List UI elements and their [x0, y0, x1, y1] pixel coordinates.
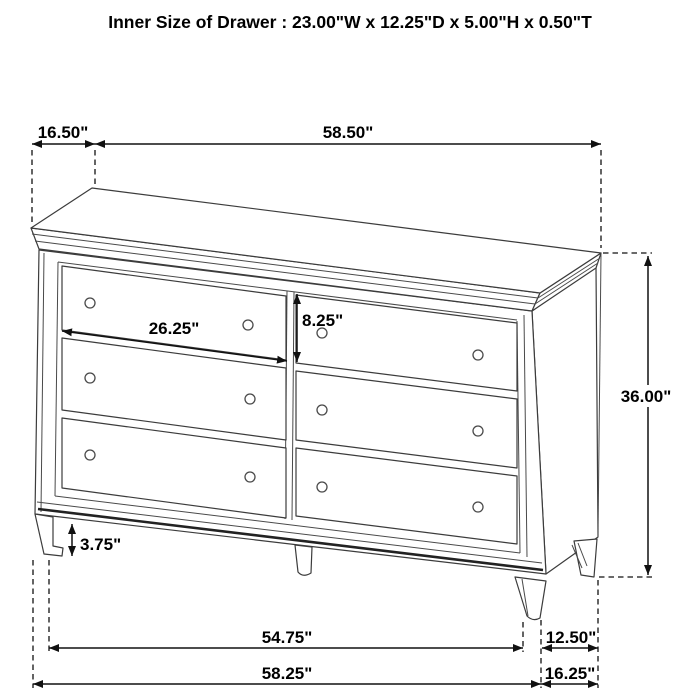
dim-base-depth — [541, 664, 598, 684]
dim-label-overall-height: 36.00" — [620, 387, 672, 406]
dim-label-top-width: 58.50" — [322, 123, 374, 142]
dim-label-base-width: 58.25" — [261, 664, 313, 683]
knob-icon — [473, 426, 483, 436]
dim-label-drawer-width: 26.25" — [148, 319, 200, 338]
page-title: Inner Size of Drawer : 23.00"W x 12.25"D x 5.00"H x 0.50"T — [108, 12, 592, 32]
center-leg — [295, 545, 312, 575]
knob-icon — [245, 472, 255, 482]
knob-icon — [243, 320, 253, 330]
knob-icon — [317, 405, 327, 415]
dim-leg-span-depth — [542, 628, 598, 648]
dim-label-leg-span-depth: 12.50" — [545, 628, 597, 647]
knob-icon — [85, 450, 95, 460]
dim-label-drawer-height: 8.25" — [302, 311, 344, 330]
dim-label-top-depth: 16.50" — [37, 123, 89, 142]
dim-top-depth — [32, 123, 95, 144]
knob-icon — [473, 350, 483, 360]
dim-label-leg-height: 3.75" — [80, 535, 122, 554]
knob-icon — [245, 394, 255, 404]
knob-icon — [317, 482, 327, 492]
knob-icon — [473, 502, 483, 512]
knob-icon — [85, 373, 95, 383]
knob-icon — [85, 298, 95, 308]
dim-label-leg-span-width: 54.75" — [261, 628, 313, 647]
dim-label-base-depth: 16.25" — [544, 664, 596, 683]
